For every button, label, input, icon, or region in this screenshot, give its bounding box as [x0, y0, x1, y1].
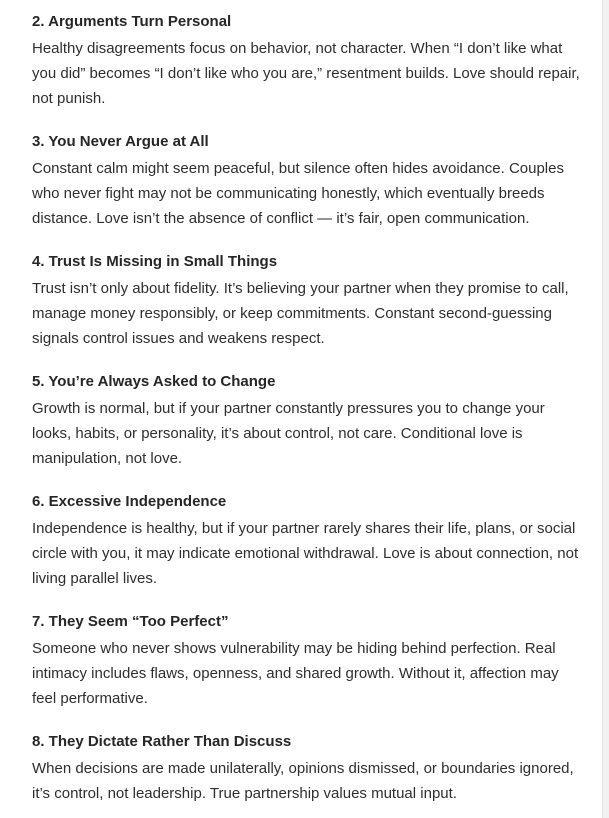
section-body: Trust isn’t only about fidelity. It’s believing your partner when they promise to call, manage money responsibly, or keep commitments. Constant second-guessing signals control issues and weakens respect. — [32, 280, 569, 347]
section-heading: 4. Trust Is Missing in Small Things — [32, 253, 278, 270]
section-body: Growth is normal, but if your partner constantly pressures you to change your looks, habits, or personality, it’s about control, not care. Conditional love is manipulation, not love. — [32, 400, 545, 467]
section-body: Someone who never shows vulnerability may be hiding behind perfection. Real intimacy includes flaws, openness, and shared growth. Without it, affection may feel performative. — [32, 640, 559, 707]
section-too-perfect — [32, 611, 582, 711]
section-never-argue — [32, 131, 582, 231]
article-content — [32, 11, 582, 818]
section-dictate-not-discuss — [32, 731, 582, 806]
section-arguments-turn-personal — [32, 11, 582, 111]
section-heading: 5. You’re Always Asked to Change — [32, 373, 276, 390]
section-body: Independence is healthy, but if your partner rarely shares their life, plans, or social circle with you, it may indicate emotional withdrawal. Love is about connection, not living parallel lives. — [32, 520, 579, 587]
section-trust-missing — [32, 251, 582, 351]
section-heading: 2. Arguments Turn Personal — [32, 13, 232, 30]
section-heading: 8. They Dictate Rather Than Discuss — [32, 733, 292, 750]
section-asked-to-change — [32, 371, 582, 471]
section-excessive-independence — [32, 491, 582, 591]
section-heading: 3. You Never Argue at All — [32, 133, 209, 150]
section-body: Healthy disagreements focus on behavior, not character. When “I don’t like what you did” becomes “I don’t like who you are,” resentment builds. Love should repair, not punish. — [32, 40, 580, 107]
section-body: When decisions are made unilaterally, opinions dismissed, or boundaries ignored, it’s control, not leadership. True partnership values mutual input. — [32, 760, 574, 802]
section-body: Constant calm might seem peaceful, but silence often hides avoidance. Couples who never fight may not be communicating honestly, which eventually breeds distance. Love isn’t the absence of conflict — it’s fair, open communication. — [32, 160, 564, 227]
section-heading: 6. Excessive Independence — [32, 493, 227, 510]
section-heading: 7. They Seem “Too Perfect” — [32, 613, 229, 630]
page-scrollbar[interactable] — [602, 0, 609, 818]
